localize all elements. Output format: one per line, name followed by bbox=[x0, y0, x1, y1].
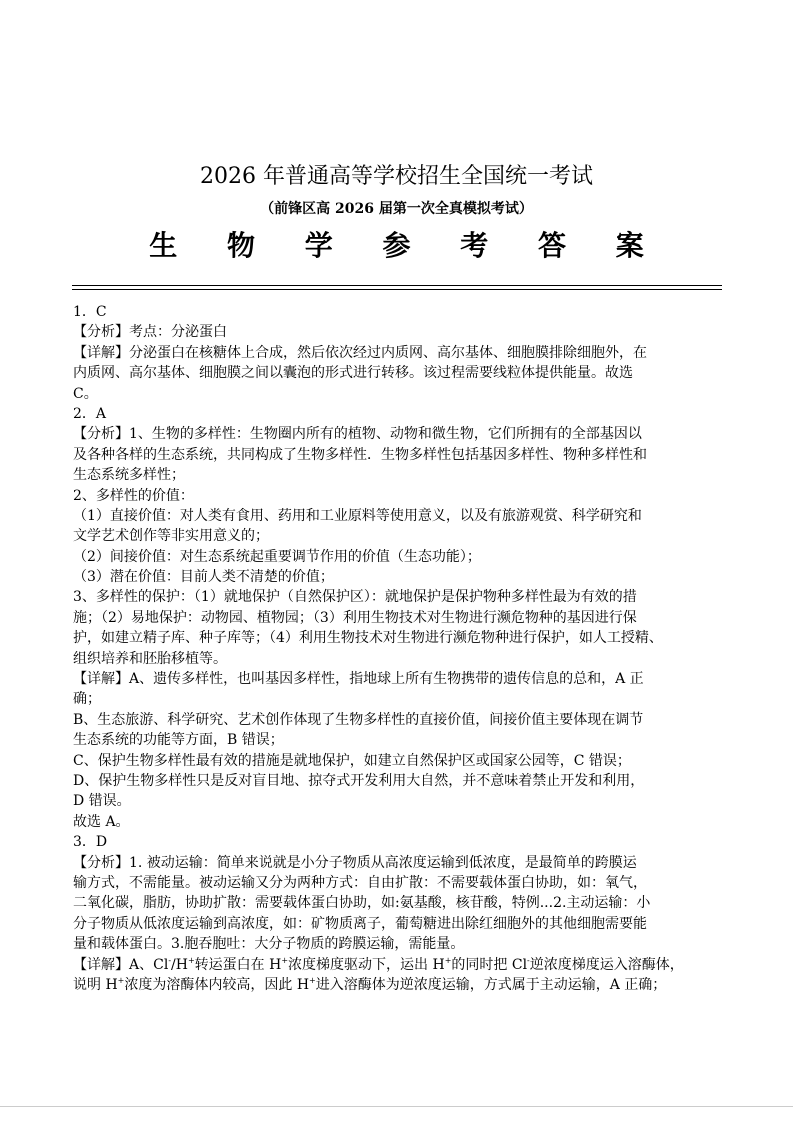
text-line: （1）直接价值：对人类有食用、药用和工业原料等使用意义，以及有旅游观赏、科学研究和 bbox=[73, 507, 642, 524]
text-line: 输方式，不需能量。被动运输又分为两种方式：自由扩散：不需要载体蛋白协助，如：氧气， bbox=[73, 874, 647, 891]
answer-lines bbox=[73, 302, 723, 955]
superscript: + bbox=[117, 975, 125, 985]
answer-content bbox=[73, 302, 723, 995]
answer-key-heading: 生 物 学 参 考 答 案 bbox=[149, 229, 664, 262]
text-line: 故选 A。 bbox=[73, 813, 130, 830]
text-line: D 错误。 bbox=[73, 793, 131, 810]
text-line: 分子物质从低浓度运输到高浓度，如：矿物质离子，葡萄糖进出除红细胞外的其他细胞需要能 bbox=[73, 915, 647, 932]
text-line: 【分析】考点：分泌蛋白 bbox=[73, 324, 227, 341]
text-line: 【分析】1、生物的多样性：生物圈内所有的植物、动物和微生物，它们所拥有的全部基因以 bbox=[73, 426, 642, 443]
text-line: 及各种各样的生态系统，共同构成了生物多样性．生物多样性包括基因多样性、物种多样性和 bbox=[73, 446, 647, 463]
text-line: （3）潜在价值：目前人类不清楚的价值； bbox=[73, 569, 334, 586]
text-line: 生态系统多样性； bbox=[73, 467, 185, 484]
text-line: 组织培养和胚胎移植等。 bbox=[73, 650, 227, 667]
text-segment: 【详解】A、Cl bbox=[73, 956, 169, 973]
text-line: 【详解】A、遗传多样性，也叫基因多样性，指地球上所有生物携带的遗传信息的总和，A 正 bbox=[73, 671, 644, 688]
text-line: 3．D bbox=[73, 834, 108, 851]
superscript: + bbox=[281, 955, 289, 965]
text-line: 施；（2）易地保护：动物园、植物园；（3）利用生物技术对生物进行濒危物种的基因进行保 bbox=[73, 609, 637, 626]
exam-subtitle: （前锋区高 2026 届第一次全真模拟考试） bbox=[260, 201, 533, 217]
text-line: 护，如建立精子库、种子库等；（4）利用生物技术对生物进行濒危物种进行保护，如人工授精、 bbox=[73, 630, 663, 647]
text-line: 【详解】分泌蛋白在核糖体上合成，然后依次经过内质网、高尔基体、细胞膜排除细胞外，在 bbox=[73, 344, 647, 361]
text-segment: 的同时把 Cl bbox=[451, 956, 528, 973]
text-line: 【分析】1. 被动运输：简单来说就是小分子物质从高浓度运输到低浓度，是最简单的跨膜运 bbox=[73, 854, 637, 871]
superscript: + bbox=[187, 955, 195, 965]
superscript: - bbox=[168, 955, 172, 965]
text-line: 内质网、高尔基体、细胞膜之间以囊泡的形式进行转移。该过程需要线粒体提供能量。故选 bbox=[73, 365, 633, 382]
text-segment: /H bbox=[171, 956, 188, 973]
text-line-q3-detail-b bbox=[73, 975, 723, 995]
page-bottom-edge bbox=[0, 1106, 793, 1107]
text-line: D、保护生物多样性只是反对盲目地、掠夺式开发利用大自然，并不意味着禁止开发和利用， bbox=[73, 772, 645, 789]
header-divider-thin bbox=[72, 289, 722, 290]
superscript: + bbox=[309, 975, 316, 985]
text-line: C、保护生物多样性最有效的措施是就地保护，如建立自然保护区或国家公园等，C 错误； bbox=[73, 752, 631, 769]
text-segment: 说明 H bbox=[73, 976, 118, 993]
text-line: C。 bbox=[73, 385, 98, 402]
text-segment: 逆浓度梯度运入溶酶体， bbox=[529, 956, 684, 973]
text-line-q3-detail-a bbox=[73, 955, 723, 975]
text-line: 2．A bbox=[73, 405, 107, 422]
header-divider-thick bbox=[72, 285, 722, 286]
text-segment: 进入溶酶体为逆浓度运输，方式属于主动运输，A 正确； bbox=[315, 976, 667, 993]
superscript: - bbox=[527, 955, 530, 965]
text-line: B、生态旅游、科学研究、艺术创作体现了生物多样性的直接价值，间接价值主要体现在调节 bbox=[73, 711, 644, 728]
text-segment: 转运蛋白在 H bbox=[194, 956, 282, 973]
text-line: 生态系统的功能等方面，B 错误； bbox=[73, 732, 284, 749]
text-line: 3、多样性的保护：（1）就地保护（自然保护区）：就地保护是保护物种多样性最为有效的措 bbox=[73, 589, 637, 606]
text-line: 文学艺术创作等非实用意义的； bbox=[73, 528, 269, 545]
text-line: 1．C bbox=[73, 304, 107, 320]
text-line: 确； bbox=[73, 691, 101, 708]
text-segment: 浓度梯度驱动下，运出 H bbox=[288, 956, 445, 973]
text-segment: 浓度为溶酶体内较高，因此 H bbox=[124, 976, 310, 993]
text-line: 2、多样性的价值： bbox=[73, 487, 194, 504]
text-line: 量和载体蛋白。3.胞吞胞吐：大分子物质的跨膜运输，需能量。 bbox=[73, 936, 465, 953]
text-line: 二氧化碳，脂肪，协助扩散：需要载体蛋白协助，如:氨基酸，核苷酸，特例...2.主动运输：小 bbox=[73, 895, 651, 912]
exam-title: 2026 年普通高等学校招生全国统一考试 bbox=[200, 164, 593, 189]
text-line: （2）间接价值：对生态系统起重要调节作用的价值（生态功能）； bbox=[73, 548, 481, 565]
superscript: + bbox=[444, 955, 452, 965]
